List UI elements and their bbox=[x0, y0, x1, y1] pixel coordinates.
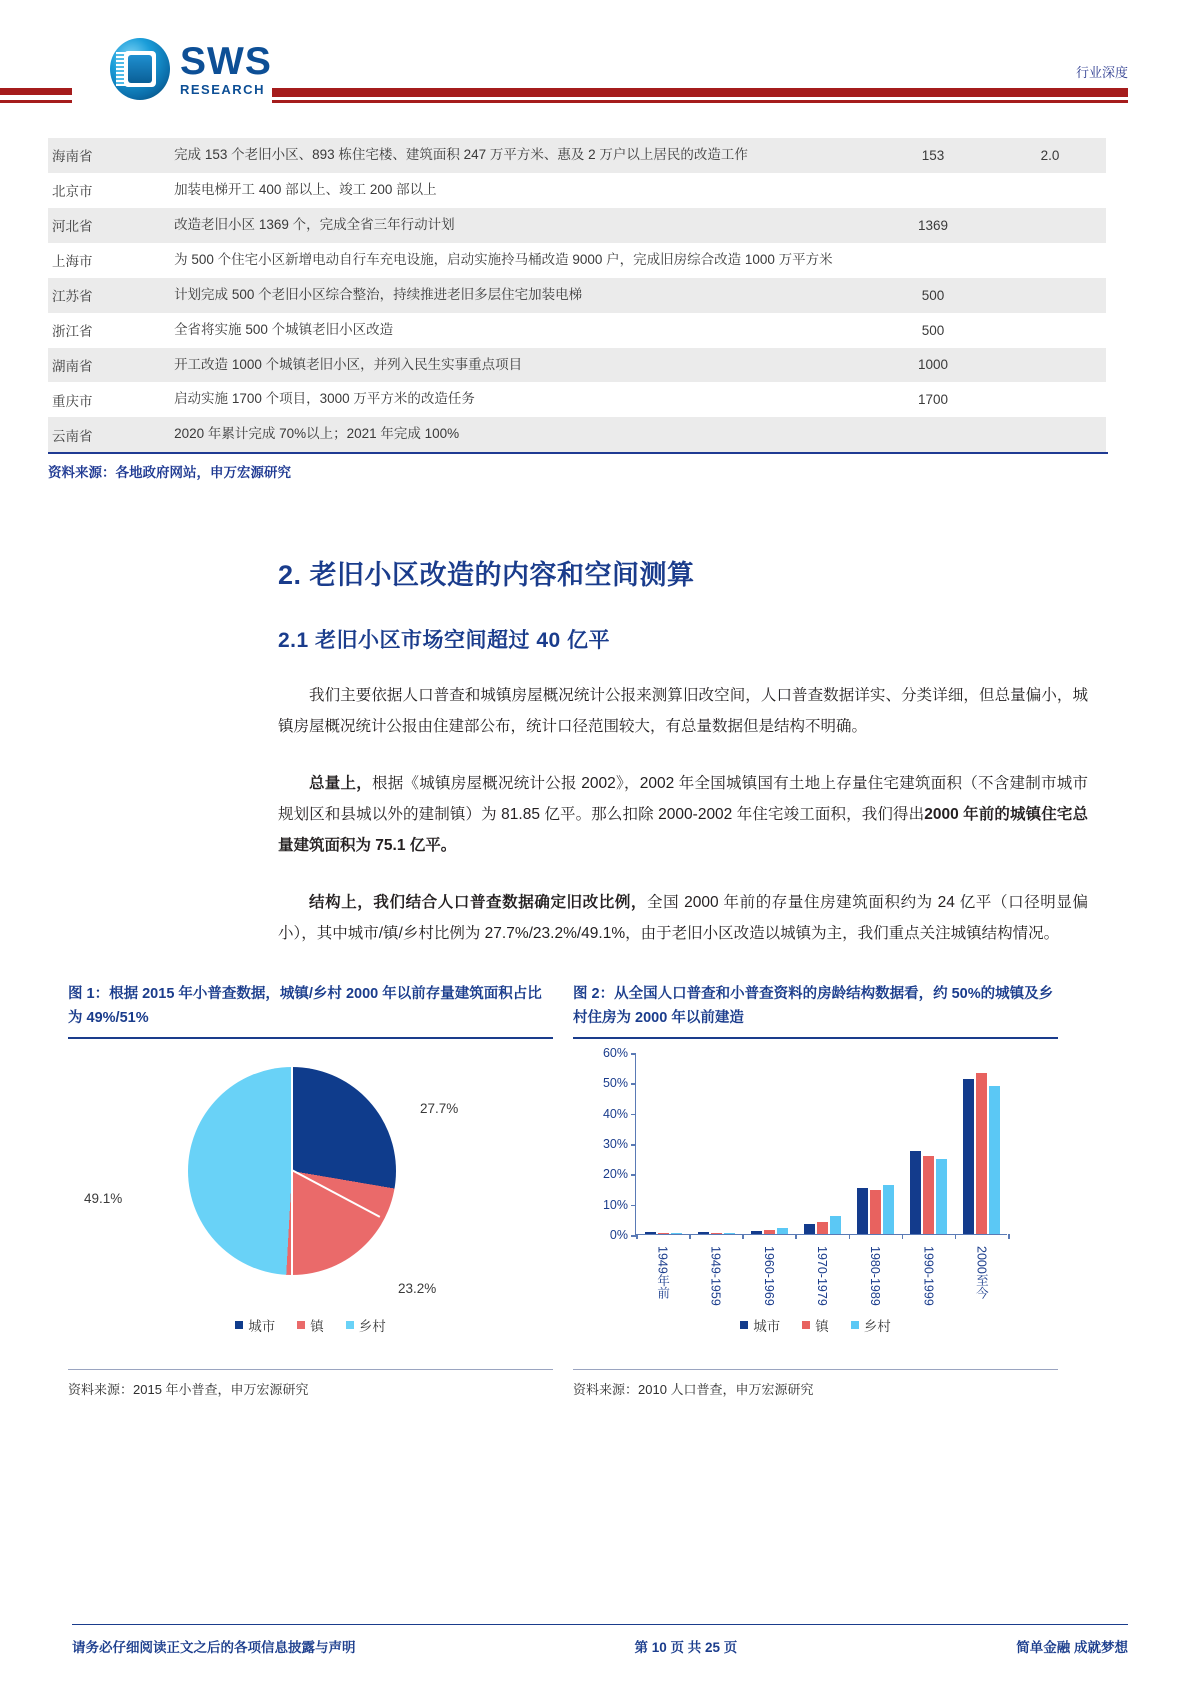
bar bbox=[923, 1156, 934, 1234]
table-cell-description: 全省将实施 500 个城镇老旧小区改造 bbox=[174, 321, 394, 337]
table-row bbox=[48, 417, 1106, 452]
legend-label: 镇 bbox=[310, 1319, 324, 1335]
footer-rule bbox=[72, 1624, 1128, 1625]
table-cell-description: 加装电梯开工 400 部以上、竣工 200 部以上 bbox=[174, 181, 437, 197]
table-cell-count: 153 bbox=[872, 138, 994, 173]
y-axis-tick-label: 60% bbox=[602, 1046, 628, 1061]
paragraph-3-lead: 结构上，我们结合人口普查数据确定旧改比例， bbox=[309, 894, 648, 912]
table-cell-count: 1369 bbox=[872, 208, 994, 243]
table-cell-province: 北京市 bbox=[52, 184, 93, 200]
table-row bbox=[48, 278, 1106, 313]
footer-page-number: 第 10 页 共 25 页 bbox=[634, 1640, 738, 1655]
bar-group bbox=[963, 1073, 1000, 1234]
table-cell-value: 2.0 bbox=[994, 138, 1106, 173]
x-axis-tick-mark bbox=[742, 1234, 744, 1239]
bar bbox=[671, 1233, 682, 1235]
table-row bbox=[48, 208, 1106, 243]
table-cell-value bbox=[994, 382, 1106, 417]
footer-slogan: 简单金融 成就梦想 bbox=[1016, 1640, 1128, 1655]
bar bbox=[764, 1230, 775, 1234]
pie-divider-top bbox=[291, 1067, 293, 1171]
table-cell-province: 海南省 bbox=[48, 138, 170, 173]
table-cell-province: 浙江省 bbox=[52, 324, 93, 340]
y-axis-tick-label: 0% bbox=[609, 1228, 628, 1243]
legend-swatch-icon bbox=[297, 1321, 305, 1329]
pie-label-rural: 49.1% bbox=[84, 1191, 123, 1207]
legend-swatch-icon bbox=[851, 1321, 859, 1329]
y-axis-tick-mark bbox=[631, 1144, 636, 1146]
bar bbox=[751, 1231, 762, 1234]
table-row bbox=[48, 173, 1106, 208]
legend-item bbox=[802, 1315, 829, 1335]
table-cell-value bbox=[994, 243, 1106, 278]
x-axis-tick-mark bbox=[849, 1234, 851, 1239]
bar bbox=[724, 1233, 735, 1235]
figure-2-title: 图 2：从全国人口普查和小普查资料的房龄结构数据看，约 50%的城镇及乡村住房为 2000 年以前建造 bbox=[573, 983, 1058, 1039]
table-row bbox=[48, 382, 1106, 417]
logo-subtext: RESEARCH bbox=[180, 82, 265, 97]
table-row bbox=[48, 243, 1106, 278]
footer-disclaimer: 请务必仔细阅读正文之后的各项信息披露与声明 bbox=[72, 1640, 356, 1655]
bar bbox=[936, 1159, 947, 1235]
table-cell-province: 重庆市 bbox=[52, 393, 93, 409]
table-cell-count bbox=[872, 417, 994, 452]
pie-divider-bottom bbox=[291, 1169, 293, 1275]
table-cell-count: 1700 bbox=[918, 392, 949, 408]
bar bbox=[976, 1073, 987, 1234]
y-axis-tick-mark bbox=[631, 1083, 636, 1085]
legend-swatch-icon bbox=[346, 1321, 354, 1329]
figure-2-source: 资料来源：2010 人口普查，申万宏源研究 bbox=[573, 1369, 1058, 1398]
bar bbox=[870, 1190, 881, 1234]
figure-row bbox=[68, 983, 1128, 1398]
table-row bbox=[48, 313, 1106, 348]
bar bbox=[910, 1151, 921, 1234]
bar-group bbox=[857, 1185, 894, 1234]
x-axis-tick-label: 1970-1979 bbox=[815, 1246, 829, 1306]
table-cell-value bbox=[994, 417, 1106, 452]
table-cell-description: 启动实施 1700 个项目，3000 万平方米的改造任务 bbox=[174, 391, 475, 407]
table-cell-province: 河北省 bbox=[48, 208, 170, 243]
y-axis-tick-label: 30% bbox=[602, 1137, 628, 1152]
table-cell-count bbox=[872, 243, 994, 278]
y-axis-tick-mark bbox=[631, 1174, 636, 1176]
header-rule-left bbox=[0, 88, 72, 95]
table-cell-description: 开工改造 1000 个城镇老旧小区，并列入民生实事重点项目 bbox=[170, 348, 872, 383]
bar bbox=[658, 1233, 669, 1235]
x-axis-tick-label: 1980-1989 bbox=[868, 1246, 883, 1306]
sws-logo bbox=[110, 38, 272, 100]
table-row bbox=[48, 348, 1106, 383]
bar-group bbox=[698, 1232, 735, 1234]
y-axis-tick-label: 10% bbox=[602, 1197, 628, 1212]
table-cell-description: 完成 153 个老旧小区、893 栋住宅楼、建筑面积 247 万平方米、惠及 2 万户以上居民的改造工作 bbox=[170, 138, 872, 173]
table-row bbox=[48, 138, 1106, 173]
bar bbox=[711, 1233, 722, 1234]
bar-chart bbox=[573, 1039, 1058, 1339]
y-axis-tick-label: 50% bbox=[602, 1076, 628, 1091]
paragraph-2-emph: 2000 年前的城镇住宅总量建筑面积为 75.1 亿平。 bbox=[278, 806, 1088, 855]
legend-label: 城市 bbox=[248, 1319, 276, 1335]
x-axis-tick-mark bbox=[902, 1234, 904, 1239]
figure-2-body bbox=[573, 1039, 1058, 1369]
bar bbox=[804, 1224, 815, 1235]
bar-chart-plot bbox=[602, 1046, 1007, 1306]
table-cell-value bbox=[994, 348, 1106, 383]
legend-item bbox=[346, 1315, 386, 1335]
table-source-note: 资料来源：各地政府网站，申万宏源研究 bbox=[48, 465, 291, 481]
pie-chart bbox=[68, 1039, 553, 1339]
table-cell-value bbox=[994, 208, 1106, 243]
legend-label: 乡村 bbox=[358, 1319, 386, 1335]
x-axis-tick-mark bbox=[636, 1234, 638, 1239]
legend-label: 城市 bbox=[753, 1319, 781, 1335]
paragraph-1: 我们主要依据人口普查和城镇房屋概况统计公报来测算旧改空间，人口普查数据详实、分类详细，但总量偏小，城镇房屋概况统计公报由住建部公布，统计口径范围较大，有总量数据但是结构不明确。 bbox=[278, 687, 1088, 736]
table-cell-count: 500 bbox=[921, 322, 945, 338]
policy-table-wrapper bbox=[48, 138, 1108, 481]
sws-logo-icon bbox=[110, 38, 170, 100]
paragraph-2-lead: 总量上， bbox=[309, 775, 372, 793]
policy-table bbox=[48, 138, 1106, 452]
section-heading-2: 2. 老旧小区改造的内容和空间测算 bbox=[278, 560, 695, 591]
bar bbox=[989, 1086, 1000, 1235]
legend-item bbox=[235, 1315, 275, 1335]
header-doc-type: 行业深度 bbox=[1075, 65, 1128, 80]
bar bbox=[883, 1185, 894, 1234]
x-axis-tick-label: 1949-1959 bbox=[708, 1246, 723, 1306]
figure-1-title: 图 1：根据 2015 年小普查数据，城镇/乡村 2000 年以前存量建筑面积占比为 49%/51% bbox=[68, 983, 553, 1039]
legend-swatch-icon bbox=[235, 1321, 243, 1329]
header-rule-right-thin bbox=[272, 100, 1128, 103]
table-cell-value bbox=[994, 313, 1106, 348]
logo-wordmark: SWS bbox=[180, 40, 272, 83]
table-cell-description: 计划完成 500 个老旧小区综合整治，持续推进老旧多层住宅加装电梯 bbox=[170, 278, 872, 313]
bar bbox=[830, 1216, 841, 1234]
bar-group bbox=[751, 1228, 788, 1234]
bar-group bbox=[804, 1216, 841, 1234]
pie-label-city: 27.7% bbox=[420, 1101, 459, 1117]
table-cell-count bbox=[872, 173, 994, 208]
table-cell-province: 上海市 bbox=[52, 254, 93, 270]
paragraph-2 bbox=[278, 768, 1088, 861]
y-axis-tick-label: 20% bbox=[602, 1167, 628, 1182]
page-footer bbox=[0, 1624, 1200, 1664]
bar bbox=[698, 1232, 709, 1234]
y-axis-tick-mark bbox=[631, 1053, 636, 1055]
paragraph-2-body: 根据《城镇房屋概况统计公报 2002》，2002 年全国城镇国有土地上存量住宅建筑面积（不含建制市城市规划区和县城以外的建制镇）为 81.85 亿平。那么扣除 2000-2002 年住宅竣工面积，我们得出 bbox=[278, 775, 1088, 824]
x-axis-tick-mark bbox=[795, 1234, 797, 1239]
x-axis-tick-mark bbox=[1008, 1234, 1010, 1239]
bar bbox=[857, 1188, 868, 1234]
figure-2 bbox=[573, 983, 1058, 1398]
y-axis-tick-mark bbox=[631, 1114, 636, 1116]
bar-legend bbox=[573, 1315, 1058, 1335]
legend-label: 乡村 bbox=[863, 1319, 891, 1335]
figure-1 bbox=[68, 983, 553, 1398]
paragraph-3-body: 全国 2000 年前的存量住房建筑面积约为 24 亿平（口径明显偏小），其中城市/镇/乡村比例为 27.7%/23.2%/49.1%，由于老旧小区改造以城镇为主，我们重点关注城镇结构情况。 bbox=[278, 894, 1088, 943]
header-rule-right bbox=[272, 88, 1128, 97]
table-cell-province: 湖南省 bbox=[48, 348, 170, 383]
figure-1-body bbox=[68, 1039, 553, 1369]
y-axis-tick-mark bbox=[631, 1205, 636, 1207]
x-axis-tick-mark bbox=[955, 1234, 957, 1239]
y-axis-tick-label: 40% bbox=[602, 1106, 628, 1121]
page-header bbox=[0, 0, 1200, 110]
table-cell-province: 江苏省 bbox=[48, 278, 170, 313]
x-axis-tick-label: 1949年前 bbox=[655, 1246, 670, 1299]
bar-group bbox=[910, 1151, 947, 1234]
header-rule-left-thin bbox=[0, 100, 72, 103]
x-axis-tick-label: 1990-1999 bbox=[921, 1246, 936, 1306]
pie-legend bbox=[68, 1315, 553, 1335]
bar bbox=[645, 1232, 656, 1234]
table-cell-province: 云南省 bbox=[48, 417, 170, 452]
table-cell-value bbox=[994, 278, 1106, 313]
figure-1-source: 资料来源：2015 年小普查，申万宏源研究 bbox=[68, 1369, 553, 1398]
table-cell-value bbox=[994, 173, 1106, 208]
x-axis-tick-label: 2000至今 bbox=[974, 1246, 989, 1299]
legend-item bbox=[851, 1315, 891, 1335]
section-heading-2-1: 2.1 老旧小区市场空间超过 40 亿平 bbox=[278, 629, 611, 653]
table-cell-count: 1000 bbox=[872, 348, 994, 383]
x-axis-tick-label: 1960-1969 bbox=[761, 1246, 776, 1306]
legend-swatch-icon bbox=[802, 1321, 810, 1329]
bar bbox=[963, 1079, 974, 1234]
legend-label: 镇 bbox=[815, 1319, 829, 1335]
x-axis-tick-mark bbox=[689, 1234, 691, 1239]
legend-swatch-icon bbox=[740, 1321, 748, 1329]
table-cell-description: 改造老旧小区 1369 个，完成全省三年行动计划 bbox=[170, 208, 872, 243]
pie-label-town: 23.2% bbox=[398, 1281, 437, 1297]
bar-group bbox=[645, 1232, 682, 1234]
table-cell-count: 500 bbox=[872, 278, 994, 313]
bar bbox=[817, 1222, 828, 1234]
table-cell-description: 为 500 个住宅小区新增电动自行车充电设施，启动实施拎马桶改造 9000 户，完成旧房综合改造 1000 万平方米 bbox=[174, 251, 833, 267]
legend-item bbox=[740, 1315, 780, 1335]
table-cell-description: 2020 年累计完成 70%以上；2021 年完成 100% bbox=[170, 417, 872, 452]
paragraph-3 bbox=[278, 887, 1088, 949]
legend-item bbox=[297, 1315, 324, 1335]
bar bbox=[777, 1228, 788, 1234]
